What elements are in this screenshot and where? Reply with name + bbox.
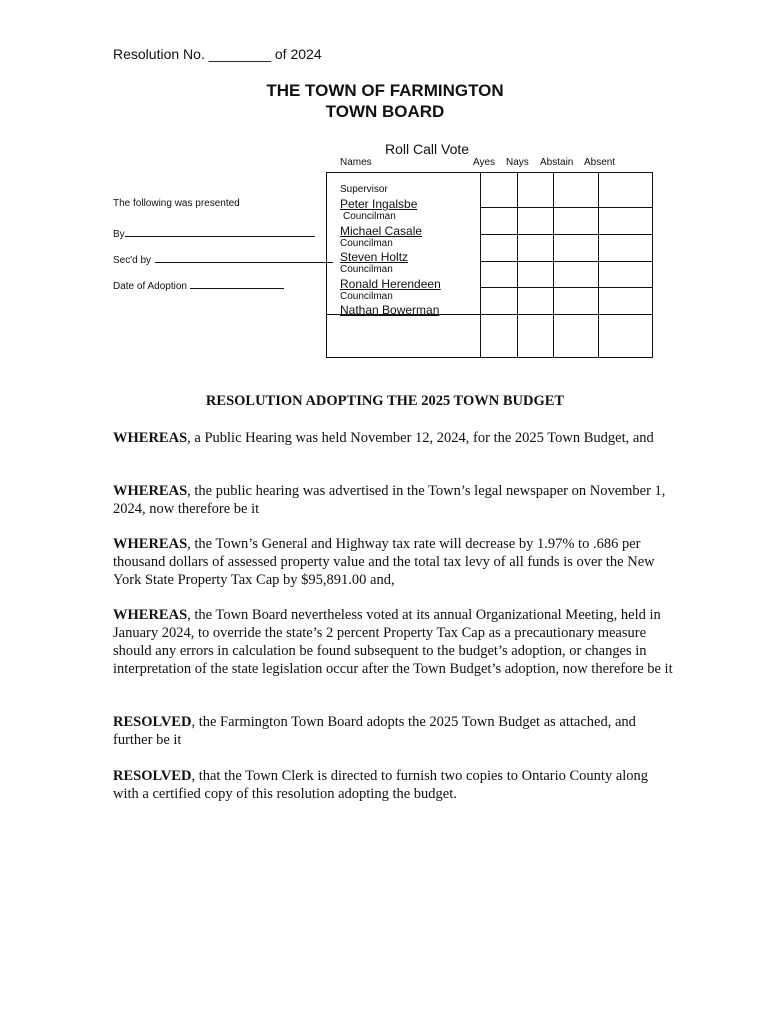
table-vline <box>553 173 554 357</box>
roll-call-title: Roll Call Vote <box>385 141 470 157</box>
date-of-adoption-underline[interactable] <box>190 279 284 289</box>
by-underline[interactable] <box>125 227 315 237</box>
resolution-paragraph <box>113 713 673 749</box>
paragraph-lead: WHEREAS <box>113 607 188 623</box>
secd-by-field <box>113 253 333 266</box>
town-title-line2: TOWN BOARD <box>325 102 445 121</box>
member-role: Councilman <box>340 264 393 275</box>
table-hline <box>480 207 652 208</box>
member-role: Supervisor <box>340 184 388 195</box>
by-label: By <box>113 229 125 240</box>
resolution-paragraph <box>113 482 673 518</box>
member-name: Peter Ingalsbe <box>340 197 418 211</box>
resolution-paragraph <box>113 767 673 803</box>
member-name: Nathan Bowerman <box>340 303 440 317</box>
member-name: Ronald Herendeen <box>340 277 441 291</box>
presented-label: The following was presented <box>113 198 240 209</box>
table-vline <box>480 173 481 357</box>
table-vline <box>517 173 518 357</box>
town-title <box>0 80 770 122</box>
date-of-adoption-label: Date of Adoption <box>113 281 187 292</box>
col-header-absent: Absent <box>584 157 616 168</box>
paragraph-text: , a Public Hearing was held November 12, 2024, for the 2025 Town Budget, and <box>187 430 654 446</box>
town-title-line1: THE TOWN OF FARMINGTON <box>266 81 504 100</box>
paragraph-text: , the Town’s General and Highway tax rate will decrease by 1.97% to .686 per thousand dollars of assessed property value and the total tax levy of all funds is over the New York State Property Tax Cap by $95,891.00 and, <box>113 536 655 588</box>
paragraph-lead: RESOLVED <box>113 714 192 730</box>
paragraph-lead: WHEREAS <box>113 430 188 446</box>
paragraph-text: , that the Town Clerk is directed to furnish two copies to Ontario County along with a certified copy of this resolution adopting the budget. <box>113 768 649 802</box>
table-hline <box>480 234 652 235</box>
member-name: Michael Casale <box>340 224 423 238</box>
member-role: Councilman <box>340 238 393 249</box>
table-hline <box>480 287 652 288</box>
paragraph-lead: WHEREAS <box>113 483 188 499</box>
resolution-paragraph <box>113 429 673 447</box>
col-header-nays: Nays <box>506 157 529 168</box>
by-field <box>113 227 315 240</box>
table-vline <box>598 173 599 357</box>
member-name: Steven Holtz <box>340 250 409 264</box>
paragraph-text: , the Farmington Town Board adopts the 2025 Town Budget as attached, and further be it <box>113 714 636 748</box>
member-role: Councilman <box>343 211 396 222</box>
resolution-heading: RESOLUTION ADOPTING THE 2025 TOWN BUDGET <box>205 393 565 409</box>
paragraph-text: , the Town Board nevertheless voted at its annual Organizational Meeting, held in January 2024, to override the state’s 2 percent Property Tax Cap as a precautionary measure should any errors in calculation be found subsequent to the budget’s adoption, or changes in interpretation of the state legislation occur after the Town Budget’s adoption, now therefore be it <box>113 607 673 677</box>
paragraph-lead: WHEREAS <box>113 536 188 552</box>
col-header-abstain: Abstain <box>540 157 574 168</box>
member-role: Councilman <box>340 291 393 302</box>
paragraph-text: , the public hearing was advertised in the Town’s legal newspaper on November 1, 2024, now therefore be it <box>113 483 666 517</box>
date-of-adoption-field <box>113 279 284 292</box>
secd-by-underline[interactable] <box>155 253 333 263</box>
table-hline <box>480 261 652 262</box>
resolution-number-line: Resolution No. ________ of 2024 <box>113 46 322 62</box>
col-header-ayes: Ayes <box>473 157 496 168</box>
resolution-paragraph <box>113 535 673 589</box>
names-header: Names <box>340 157 372 168</box>
resolution-paragraph <box>113 606 673 678</box>
secd-by-label: Sec'd by <box>113 255 152 266</box>
paragraph-lead: RESOLVED <box>113 768 192 784</box>
